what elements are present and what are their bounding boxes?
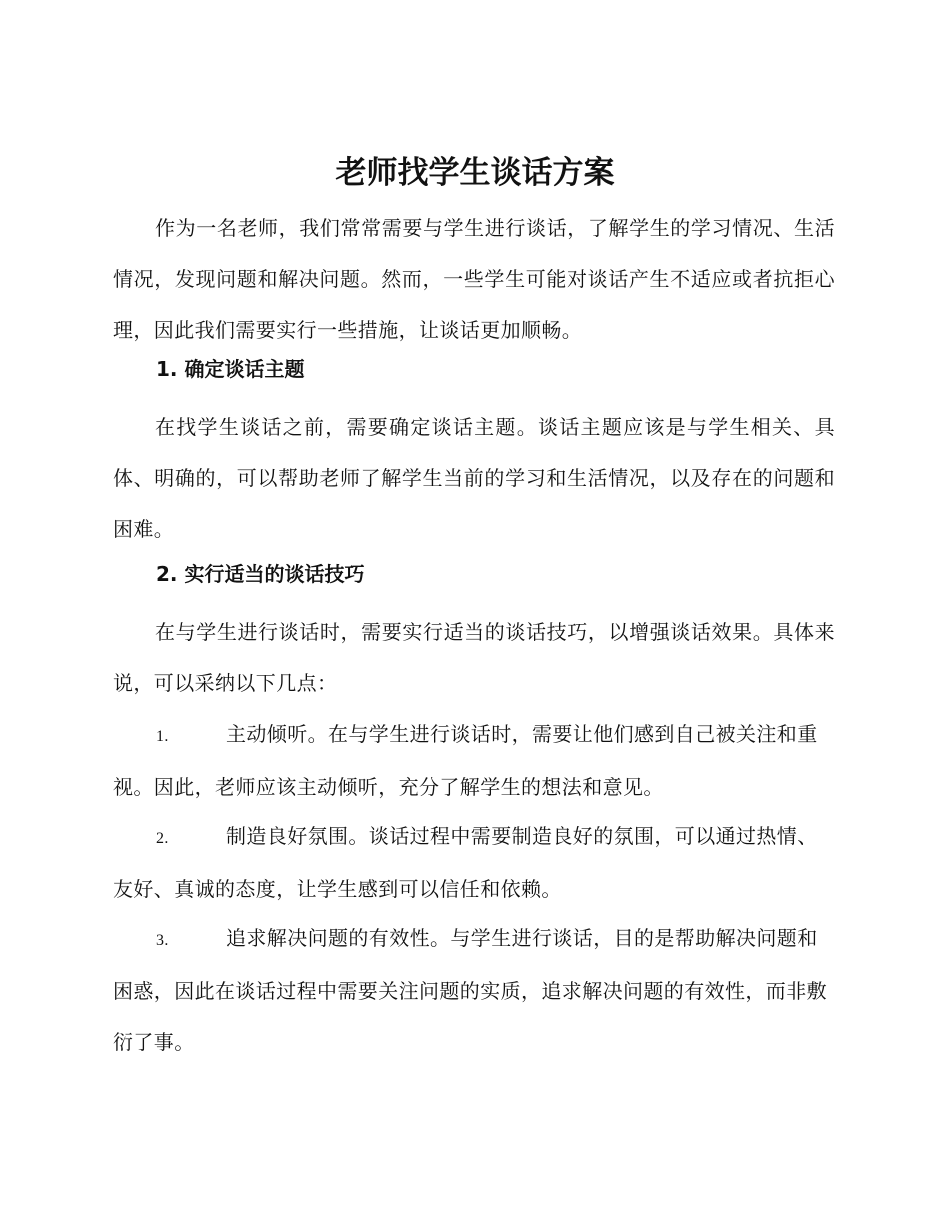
list-number-2: 2. [156, 830, 169, 847]
list-text-1: 主动倾听。在与学生进行谈话时，需要让他们感到自己被关注和重视。因此，老师应该主动倾听，充分了解学生的想法和意见。 [113, 722, 818, 799]
section-heading-1: 1. 确定谈话主题 [156, 357, 305, 381]
list-number-1: 1. [156, 728, 169, 745]
list-number-3: 3. [156, 932, 169, 949]
page-title: 老师找学生谈话方案 [335, 155, 615, 191]
section-heading-2: 2. 实行适当的谈话技巧 [156, 562, 365, 586]
list-item-3 [113, 913, 835, 1068]
list-item-2 [113, 811, 835, 915]
section-body-2: 在与学生进行谈话时，需要实行适当的谈话技巧，以增强谈话效果。具体来说，可以采纳以下几点： [113, 620, 835, 695]
list-text-3: 追求解决问题的有效性。与学生进行谈话，目的是帮助解决问题和困惑，因此在谈话过程中需要关注问题的实质，追求解决问题的有效性，而非敷衍了事。 [113, 926, 827, 1054]
intro-paragraph: 作为一名老师，我们常常需要与学生进行谈话，了解学生的学习情况、生活情况，发现问题和解决问题。然而，一些学生可能对谈话产生不适应或者抗拒心理，因此我们需要实行一些措施，让谈话更加顺畅。 [113, 216, 835, 342]
list-item-1 [113, 709, 835, 813]
list-text-2: 制造良好氛围。谈话过程中需要制造良好的氛围，可以通过热情、友好、真诚的态度，让学生感到可以信任和依赖。 [113, 824, 818, 901]
section-body-1: 在找学生谈话之前，需要确定谈话主题。谈话主题应该是与学生相关、具体、明确的，可以帮助老师了解学生当前的学习和生活情况，以及存在的问题和困难。 [113, 415, 835, 541]
